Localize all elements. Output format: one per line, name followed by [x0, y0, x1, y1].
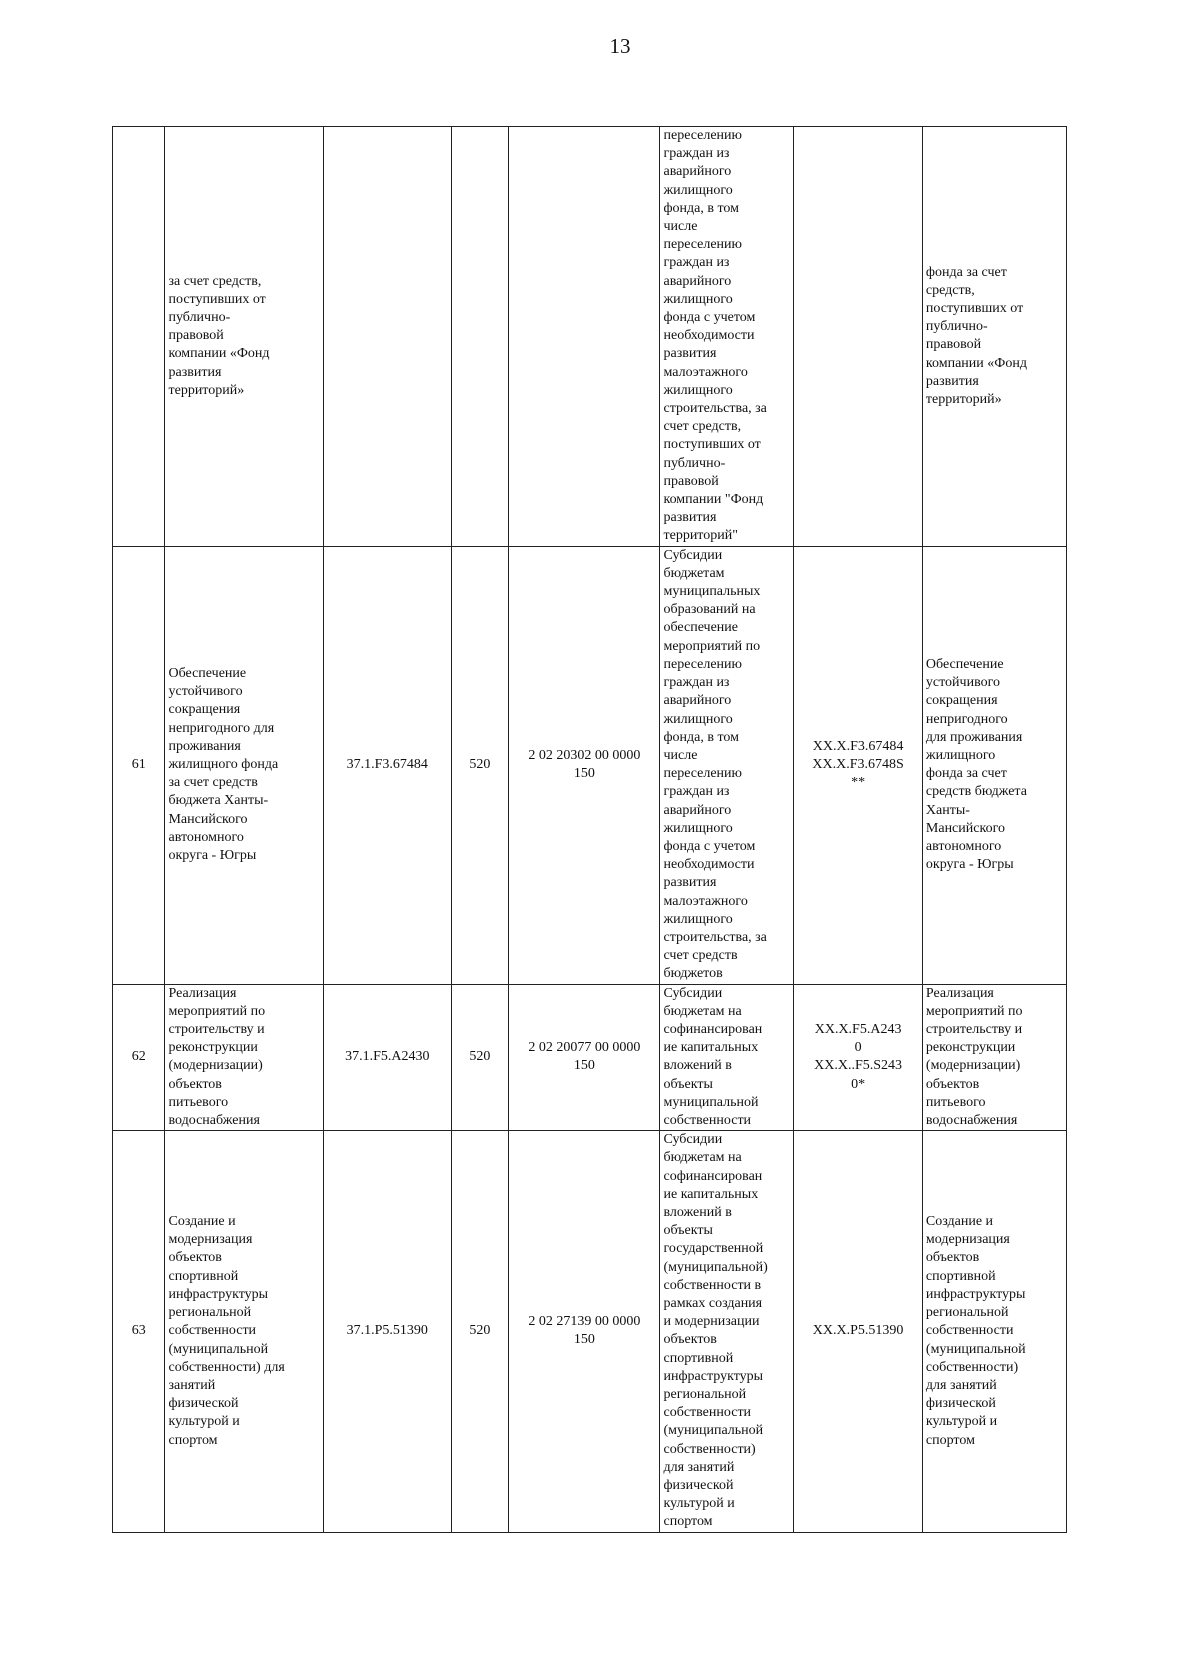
revenue-code-cell — [509, 127, 660, 547]
funding-source-cell: фонда за счет средств, поступивших от публично- правовой компании «Фонд развития территорий» — [922, 127, 1066, 547]
municipal-code-cell: XX.X.F3.67484 XX.X.F3.6748S ** — [794, 546, 923, 984]
target-code-cell: 37.1.F3.67484 — [323, 546, 451, 984]
table-row — [113, 1131, 1067, 1532]
target-code-cell: 37.1.P5.51390 — [323, 1131, 451, 1532]
row-number-cell — [113, 127, 165, 547]
funding-source-cell: Реализация мероприятий по строительству и реконструкции (модернизации) объектов питьевого водоснабжения — [922, 984, 1066, 1131]
municipal-code-cell — [794, 127, 923, 547]
measure-name-cell: Создание и модернизация объектов спортивной инфраструктуры региональной собственности (муниципальной собственности) для занятий физической культурой и спортом — [165, 1131, 323, 1532]
funding-source-cell: Обеспечение устойчивого сокращения непригодного для проживания жилищного фонда за счет средств бюджета Ханты- Мансийского автономного округа - Югры — [922, 546, 1066, 984]
funding-source-cell: Создание и модернизация объектов спортивной инфраструктуры региональной собственности (муниципальной собственности) для занятий физической культурой и спортом — [922, 1131, 1066, 1532]
subsidy-purpose-cell: переселению граждан из аварийного жилищного фонда, в том числе переселению граждан из аварийного жилищного фонда с учетом необходимости развития малоэтажного жилищного строительства, за счет средств, поступивших от публично- правовой компании "Фонд развития территорий" — [660, 127, 794, 547]
revenue-code-cell: 2 02 20077 00 0000 150 — [509, 984, 660, 1131]
row-number-cell: 63 — [113, 1131, 165, 1532]
municipal-code-cell: XX.X.F5.A243 0 XX.X..F5.S243 0* — [794, 984, 923, 1131]
expense-group-cell: 520 — [451, 1131, 509, 1532]
expense-group-cell: 520 — [451, 984, 509, 1131]
page-number: 13 — [609, 34, 631, 58]
subsidy-purpose-cell: Субсидии бюджетам на софинансирован ие капитальных вложений в объекты муниципальной собственности — [660, 984, 794, 1131]
subsidy-purpose-cell: Субсидии бюджетам муниципальных образований на обеспечение мероприятий по переселению граждан из аварийного жилищного фонда, в том числе переселению граждан из аварийного жилищного фонда с учетом необходимости развития малоэтажного жилищного строительства, за счет средств бюджетов — [660, 546, 794, 984]
revenue-code-cell: 2 02 20302 00 0000 150 — [509, 546, 660, 984]
target-code-cell — [323, 127, 451, 547]
measure-name-cell: Реализация мероприятий по строительству и реконструкции (модернизации) объектов питьевого водоснабжения — [165, 984, 323, 1131]
table-row — [113, 984, 1067, 1131]
revenue-code-cell: 2 02 27139 00 0000 150 — [509, 1131, 660, 1532]
measure-name-cell: за счет средств, поступивших от публично- правовой компании «Фонд развития территорий» — [165, 127, 323, 547]
row-number-cell: 62 — [113, 984, 165, 1131]
table-row — [113, 127, 1067, 547]
target-code-cell: 37.1.F5.A2430 — [323, 984, 451, 1131]
expense-group-cell — [451, 127, 509, 547]
row-number-cell: 61 — [113, 546, 165, 984]
table-row — [113, 546, 1067, 984]
measure-name-cell: Обеспечение устойчивого сокращения непригодного для проживания жилищного фонда за счет средств бюджета Ханты- Мансийского автономного округа - Югры — [165, 546, 323, 984]
municipal-code-cell: XX.X.P5.51390 — [794, 1131, 923, 1532]
expense-group-cell: 520 — [451, 546, 509, 984]
subsidy-purpose-cell: Субсидии бюджетам на софинансирован ие капитальных вложений в объекты государственной (муниципальной) собственности в рамках создания и модернизации объектов спортивной инфраструктуры региональной собственности (муниципальной собственности) для занятий физической культурой и спортом — [660, 1131, 794, 1532]
budget-classification-table — [112, 126, 1067, 1533]
